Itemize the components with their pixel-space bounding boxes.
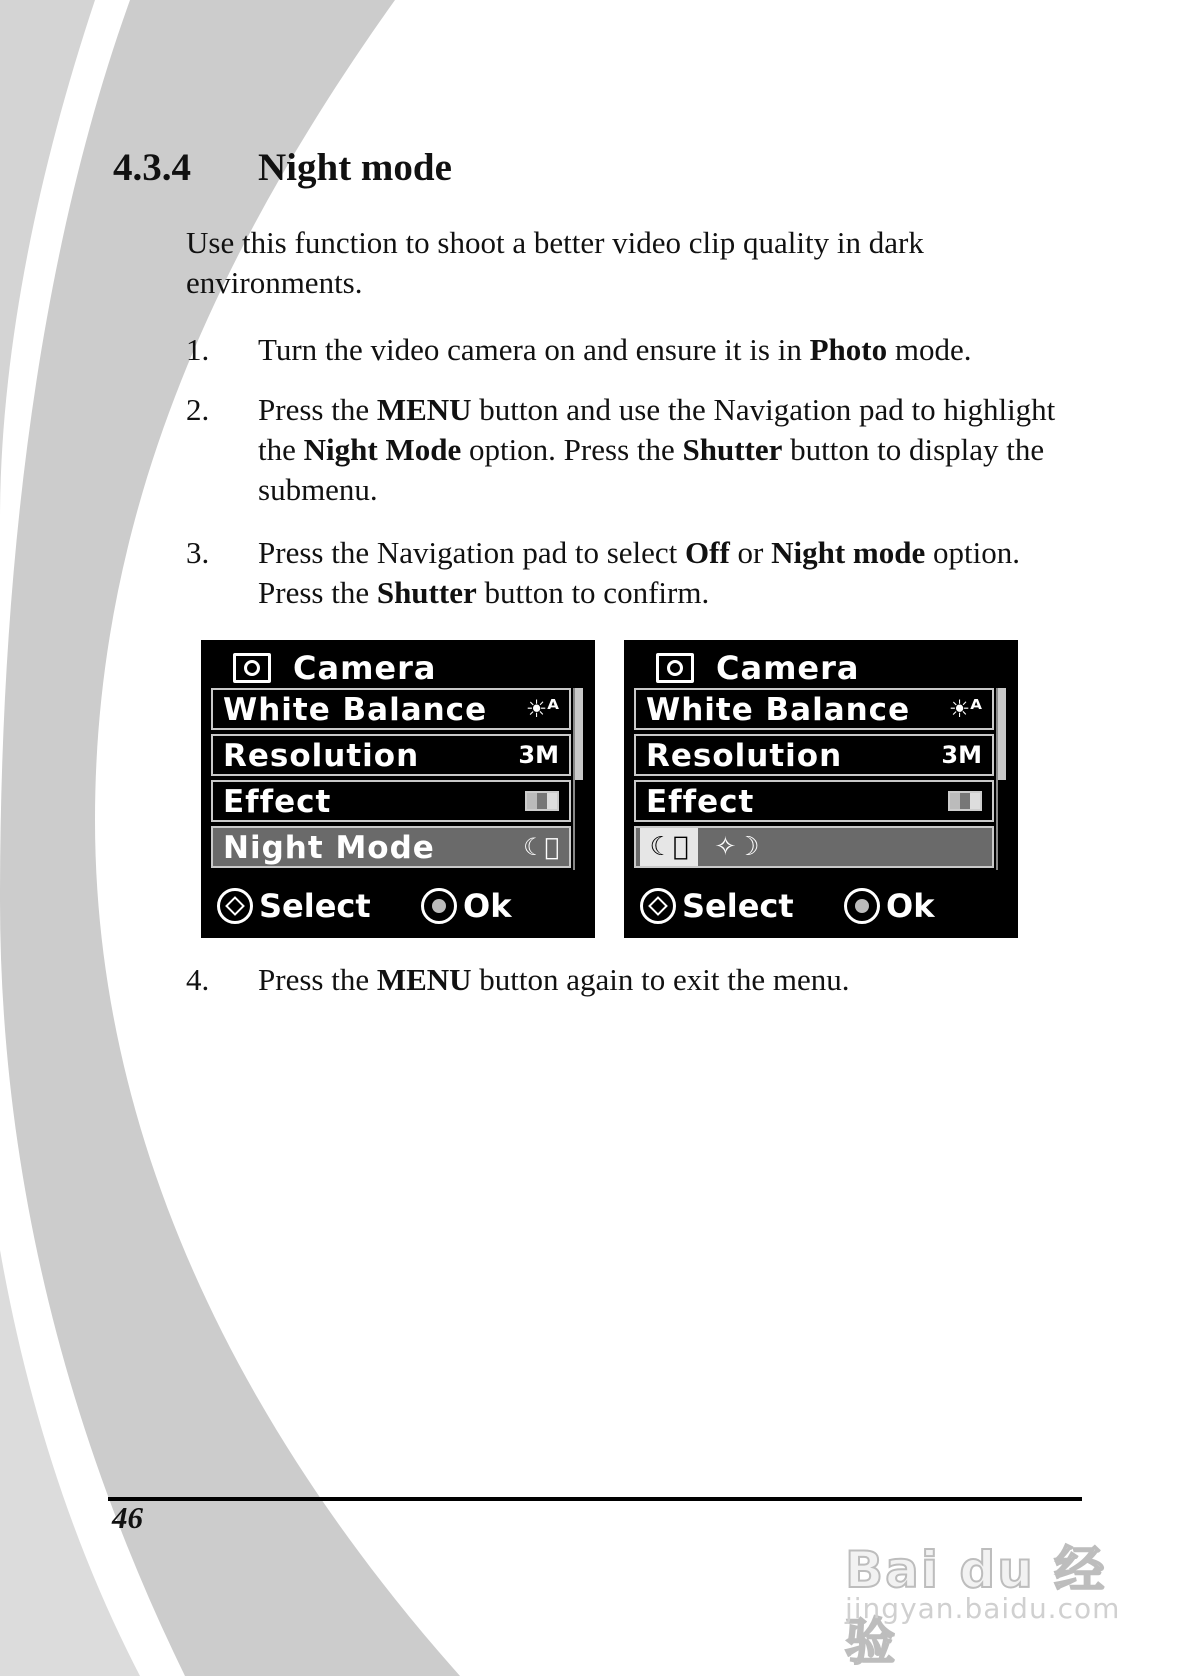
camera-menu-screen — [201, 640, 595, 938]
step-text: Press the MENU button again to exit the menu. — [258, 962, 850, 997]
step-text: Press the Navigation pad to select Off or Night mode option. Press the Shutter button to confirm. — [258, 535, 1020, 610]
menu-item-resolution[interactable]: Resolution 3M — [634, 734, 994, 776]
section-title: Night mode — [258, 146, 452, 189]
menu-item-resolution[interactable]: Resolution 3M — [211, 734, 571, 776]
select-hint: Select — [682, 887, 794, 925]
menu-item-effect[interactable]: Effect — [634, 780, 994, 822]
page-number: 46 — [112, 1500, 143, 1535]
scrollbar[interactable] — [573, 688, 583, 870]
section-number: 4.3.4 — [113, 146, 191, 189]
navigation-pad-icon — [640, 888, 676, 924]
footer-rule — [108, 1497, 1082, 1501]
night-mode-on-option[interactable] — [708, 828, 766, 866]
step-text: Turn the video camera on and ensure it is in Photo mode. — [258, 332, 972, 367]
scrollbar[interactable] — [996, 688, 1006, 870]
ok-button-icon — [421, 888, 457, 924]
step-1 — [186, 330, 1086, 370]
step-number: 1. — [186, 332, 210, 367]
intro-paragraph: Use this function to shoot a better video clip quality in dark environments. — [186, 225, 924, 300]
auto-white-balance-icon: ☀ᴬ — [948, 695, 982, 723]
menu-list — [634, 688, 994, 868]
menu-footer — [640, 880, 1010, 930]
watermark-logo: Bai du 经验 — [845, 1541, 1107, 1671]
ok-hint: Ok — [463, 887, 512, 925]
step-number: 2. — [186, 392, 210, 427]
select-hint: Select — [259, 887, 371, 925]
camera-icon — [656, 653, 694, 683]
night-mode-submenu — [634, 826, 994, 868]
menu-title: Camera — [656, 648, 860, 688]
menu-item-white-balance[interactable]: White Balance ☀ᴬ — [211, 688, 571, 730]
night-mode-on-icon: ✧☽ — [714, 832, 760, 862]
step-3 — [186, 533, 1086, 613]
ok-button-icon — [844, 888, 880, 924]
effect-icon — [525, 791, 559, 811]
resolution-value: 3M — [518, 741, 559, 769]
step-2 — [186, 390, 1086, 510]
menu-title: Camera — [233, 648, 437, 688]
scroll-thumb[interactable] — [575, 688, 583, 780]
menu-list — [211, 688, 571, 872]
step-4 — [186, 960, 1086, 1000]
menu-item-effect[interactable]: Effect — [211, 780, 571, 822]
night-mode-submenu-screen — [624, 640, 1018, 938]
menu-item-night-mode[interactable]: Night Mode ☾⃠ — [211, 826, 571, 868]
step-number: 3. — [186, 535, 210, 570]
baidu-watermark — [845, 1510, 1121, 1671]
watermark-url: jingyan.baidu.com — [845, 1592, 1121, 1625]
camera-icon — [233, 653, 271, 683]
effect-icon — [948, 791, 982, 811]
ok-hint: Ok — [886, 887, 935, 925]
night-mode-off-option[interactable] — [640, 828, 698, 866]
resolution-value: 3M — [941, 741, 982, 769]
scroll-thumb[interactable] — [998, 688, 1006, 780]
menu-footer — [217, 880, 587, 930]
menu-item-white-balance[interactable]: White Balance ☀ᴬ — [634, 688, 994, 730]
night-mode-off-icon: ☾⃠ — [649, 832, 689, 862]
night-mode-off-icon: ☾⃠ — [523, 833, 559, 861]
auto-white-balance-icon: ☀ᴬ — [525, 695, 559, 723]
navigation-pad-icon — [217, 888, 253, 924]
step-number: 4. — [186, 962, 210, 997]
step-text: Press the MENU button and use the Navigation pad to highlight the Night Mode option. Press the Shutter button to display the submenu. — [258, 392, 1056, 507]
